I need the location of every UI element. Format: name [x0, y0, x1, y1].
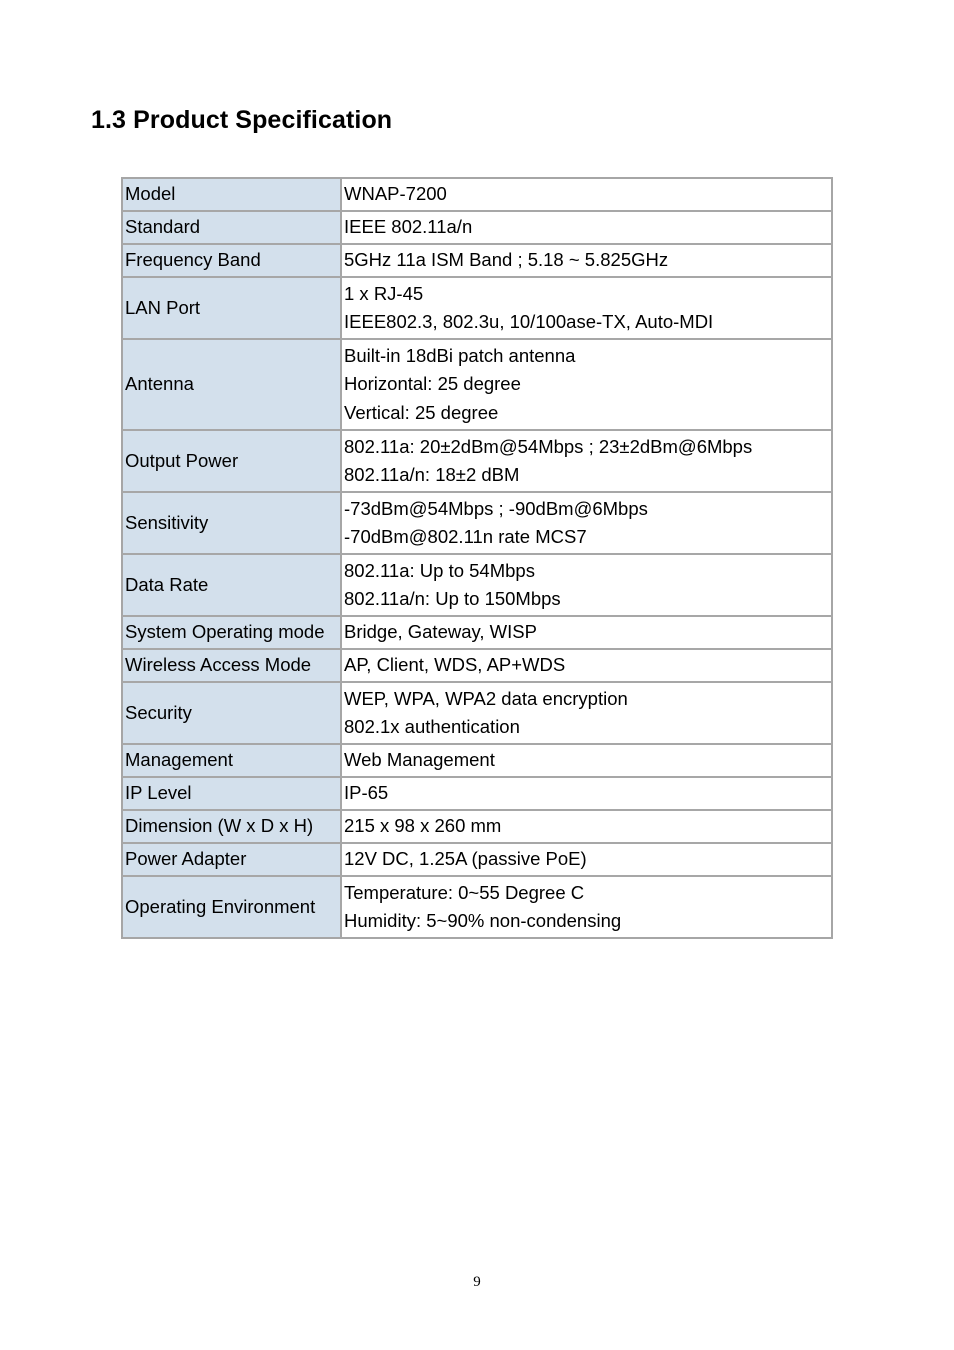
spec-value-line: 802.11a: Up to 54Mbps: [344, 559, 535, 581]
spec-label: Standard: [122, 211, 341, 244]
spec-row-lan-port: [122, 277, 832, 339]
spec-value-line: -73dBm@54Mbps ; -90dBm@6Mbps: [344, 497, 648, 519]
spec-row-antenna: [122, 339, 832, 430]
spec-value: [341, 777, 832, 810]
spec-row-system-operating-mode: [122, 616, 832, 649]
spec-label: Wireless Access Mode: [122, 649, 341, 682]
spec-value-line: Temperature: 0~55 Degree C: [344, 881, 585, 903]
spec-row-management: [122, 744, 832, 777]
spec-value: [341, 616, 832, 649]
spec-value: [341, 649, 832, 682]
spec-label: System Operating mode: [122, 616, 341, 649]
spec-value-line: Web Management: [344, 749, 495, 771]
spec-value-line: 5GHz 11a ISM Band ; 5.18 ~ 5.825GHz: [344, 249, 669, 271]
spec-value: [341, 744, 832, 777]
spec-row-frequency-band: [122, 244, 832, 277]
spec-label: Data Rate: [122, 554, 341, 616]
spec-value: [341, 810, 832, 843]
spec-value-line: IEEE 802.11a/n: [344, 216, 473, 238]
spec-label: IP Level: [122, 777, 341, 810]
spec-value-line: WEP, WPA, WPA2 data encryption: [344, 687, 628, 709]
spec-label: Frequency Band: [122, 244, 341, 277]
spec-value: [341, 492, 832, 554]
spec-row-ip-level: [122, 777, 832, 810]
spec-value: [341, 554, 832, 616]
spec-row-security: [122, 682, 832, 744]
spec-value-line: Vertical: 25 degree: [344, 401, 499, 423]
spec-label: Management: [122, 744, 341, 777]
spec-row-dimension: [122, 810, 832, 843]
spec-value: [341, 682, 832, 744]
spec-label: Power Adapter: [122, 843, 341, 876]
spec-label: Operating Environment: [122, 876, 341, 938]
spec-value-line: 12V DC, 1.25A (passive PoE): [344, 848, 587, 870]
spec-label: Security: [122, 682, 341, 744]
spec-value-line: 802.1x authentication: [344, 716, 520, 737]
spec-value-line: 1 x RJ-45: [344, 282, 424, 304]
spec-value-line: Horizontal: 25 degree: [344, 373, 521, 395]
spec-value-line: IEEE802.3, 802.3u, 10/100ase-TX, Auto-MDI: [344, 311, 714, 332]
spec-row-operating-environment: [122, 876, 832, 938]
spec-value: [341, 843, 832, 876]
spec-row-data-rate: [122, 554, 832, 616]
spec-label: Model: [122, 178, 341, 211]
spec-value: [341, 876, 832, 938]
page-number: 9: [473, 1274, 481, 1290]
spec-value-line: 802.11a/n: 18±2 dBM: [344, 464, 520, 485]
spec-label: Dimension (W x D x H): [122, 810, 341, 843]
spec-value: [341, 178, 832, 211]
spec-row-power-adapter: [122, 843, 832, 876]
spec-value: [341, 339, 832, 430]
section-title: 1.3 Product Specification: [91, 106, 393, 134]
spec-table: [121, 177, 833, 939]
spec-value: [341, 211, 832, 244]
spec-row-sensitivity: [122, 492, 832, 554]
spec-label: Antenna: [122, 339, 341, 430]
spec-value-line: WNAP-7200: [344, 183, 447, 205]
spec-label: Sensitivity: [122, 492, 341, 554]
spec-row-wireless-access-mode: [122, 649, 832, 682]
spec-label: Output Power: [122, 430, 341, 492]
spec-value-line: 215 x 98 x 260 mm: [344, 815, 502, 837]
spec-value-line: 802.11a/n: Up to 150Mbps: [344, 588, 561, 609]
spec-row-model: [122, 178, 832, 211]
spec-value-line: 802.11a: 20±2dBm@54Mbps ; 23±2dBm@6Mbps: [344, 435, 753, 457]
spec-value-line: AP, Client, WDS, AP+WDS: [344, 654, 566, 676]
spec-row-output-power: [122, 430, 832, 492]
spec-value-line: Humidity: 5~90% non-condensing: [344, 910, 622, 931]
spec-value-line: -70dBm@802.11n rate MCS7: [344, 526, 587, 547]
spec-label: LAN Port: [122, 277, 341, 339]
spec-value: [341, 277, 832, 339]
spec-table-body: [122, 178, 832, 938]
spec-value-line: Built-in 18dBi patch antenna: [344, 344, 576, 366]
spec-value-line: Bridge, Gateway, WISP: [344, 621, 537, 643]
spec-value-line: IP-65: [344, 782, 389, 804]
spec-row-standard: [122, 211, 832, 244]
spec-value: [341, 244, 832, 277]
spec-value: [341, 430, 832, 492]
